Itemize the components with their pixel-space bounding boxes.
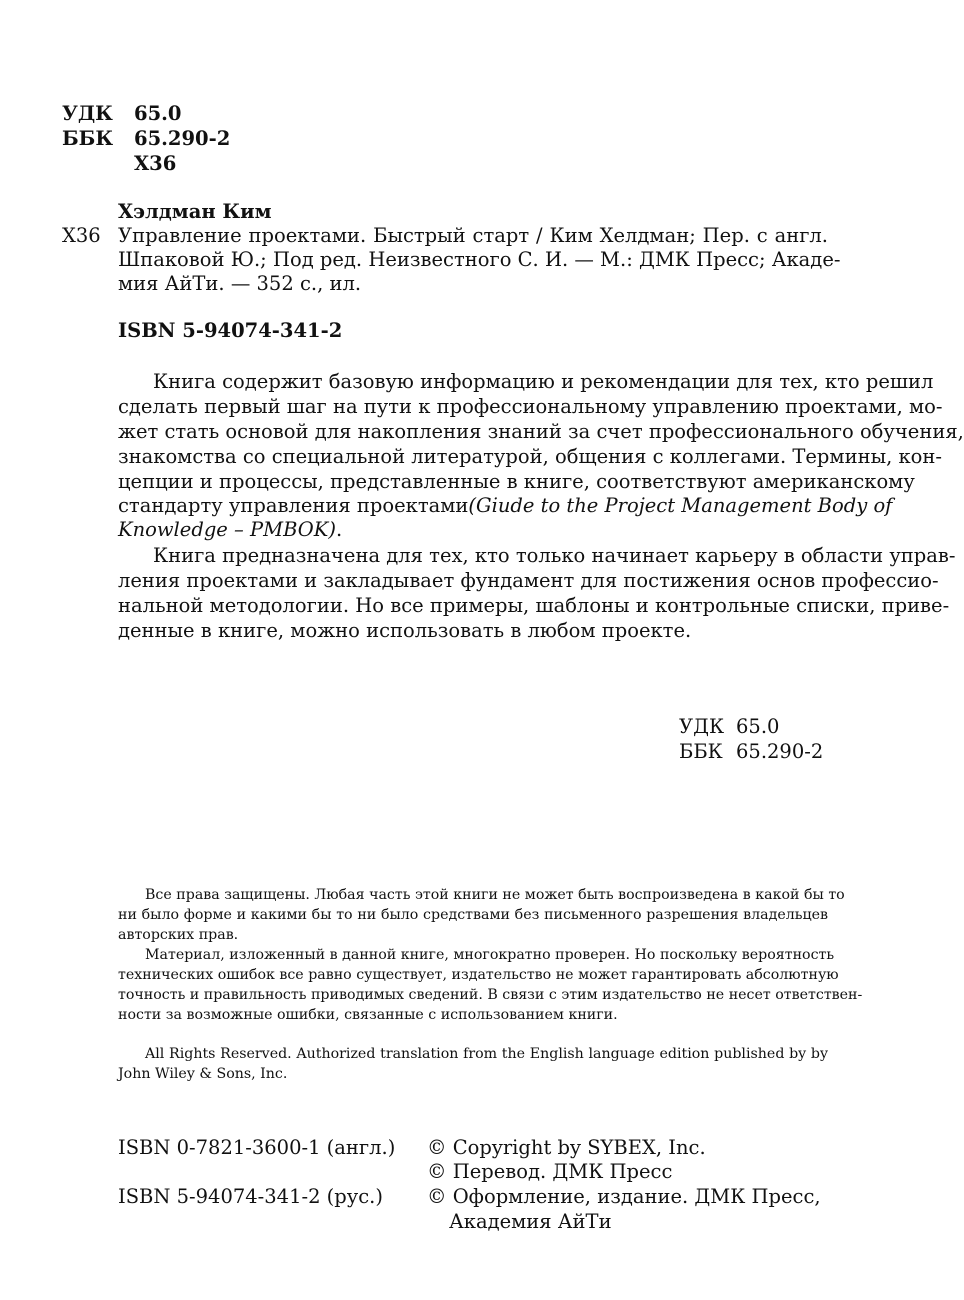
annotation-line: нальной методологии. Но все примеры, шаблоны и контрольные списки, приве- xyxy=(118,594,950,617)
copyright-sybex: © Copyright by SYBEX, Inc. xyxy=(427,1136,706,1159)
rights-line: All Rights Reserved. Authorized translation from the English language edition published by by xyxy=(145,1046,828,1062)
annotation-line xyxy=(118,494,893,517)
bib-line: Управление проектами. Быстрый старт / Ким Хелдман; Пер. с англ. xyxy=(118,224,828,247)
rights-line: John Wiley & Sons, Inc. xyxy=(118,1066,288,1082)
udk-value-right: 65.0 xyxy=(736,715,780,738)
annotation-line: ления проектами и закладывает фундамент для постижения основ профессио- xyxy=(118,569,939,592)
udk-value: 65.0 xyxy=(134,102,182,125)
annotation-text: . xyxy=(335,518,343,541)
bbk-value: 65.290-2 xyxy=(134,127,231,150)
bib-line: Шпаковой Ю.; Под ред. Неизвестного С. И. — М.: ДМК Пресс; Акаде- xyxy=(118,248,841,271)
annotation-italic: (Giude to the Project Management Body of xyxy=(468,494,893,517)
annotation-line: знакомства со специальной литературой, общения с коллегами. Термины, кон- xyxy=(118,445,943,468)
isbn-english: ISBN 0-7821-3600-1 (англ.) xyxy=(118,1136,396,1159)
annotation-line xyxy=(118,518,342,541)
annotation-text: стандарту управления проектами xyxy=(118,494,469,517)
rights-line: точность и правильность приводимых сведений. В связи с этим издательство не несет ответствен- xyxy=(118,987,863,1003)
rights-line: технических ошибок все равно существует, издательство не может гарантировать абсолютную xyxy=(118,967,839,983)
author-mark: Х36 xyxy=(134,152,177,175)
annotation-italic: Knowledge – PMBOK) xyxy=(118,518,336,541)
bbk-label: ББК xyxy=(62,127,114,150)
bib-line: мия АйТи. — 352 с., ил. xyxy=(118,272,362,295)
isbn-main: ISBN 5-94074-341-2 xyxy=(118,319,343,342)
rights-line: ни было форме и какими бы то ни было средствами без письменного разрешения владельцев xyxy=(118,907,828,923)
annotation-line: денные в книге, можно использовать в любом проекте. xyxy=(118,619,692,642)
bbk-label-right: ББК xyxy=(679,740,723,763)
copyright-translation: © Перевод. ДМК Пресс xyxy=(427,1160,673,1183)
annotation-line: Книга предназначена для тех, кто только начинает карьеру в области управ- xyxy=(153,544,956,567)
bib-mark: Х36 xyxy=(62,224,101,247)
copyright-academy: Академия АйТи xyxy=(449,1210,612,1233)
bbk-value-right: 65.290-2 xyxy=(736,740,824,763)
udk-label-right: УДК xyxy=(679,715,725,738)
copyright-design: © Оформление, издание. ДМК Пресс, xyxy=(427,1185,821,1208)
rights-line: Все права защищены. Любая часть этой книги не может быть воспроизведена в какой бы то xyxy=(145,887,845,903)
author-name: Хэлдман Ким xyxy=(118,200,272,223)
rights-line: авторских прав. xyxy=(118,927,239,943)
udk-label: УДК xyxy=(62,102,113,125)
annotation-line: жет стать основой для накопления знаний за счет профессионального обучения, xyxy=(118,420,964,443)
rights-line: Материал, изложенный в данной книге, многократно проверен. Но поскольку вероятность xyxy=(145,947,835,963)
isbn-russian: ISBN 5-94074-341-2 (рус.) xyxy=(118,1185,383,1208)
annotation-line: Книга содержит базовую информацию и рекомендации для тех, кто решил xyxy=(153,370,934,393)
rights-line: ности за возможные ошибки, связанные с использованием книги. xyxy=(118,1007,618,1023)
annotation-line: цепции и процессы, представленные в книге, соответствуют американскому xyxy=(118,470,915,493)
annotation-line: сделать первый шаг на пути к профессиональному управлению проектами, мо- xyxy=(118,395,943,418)
